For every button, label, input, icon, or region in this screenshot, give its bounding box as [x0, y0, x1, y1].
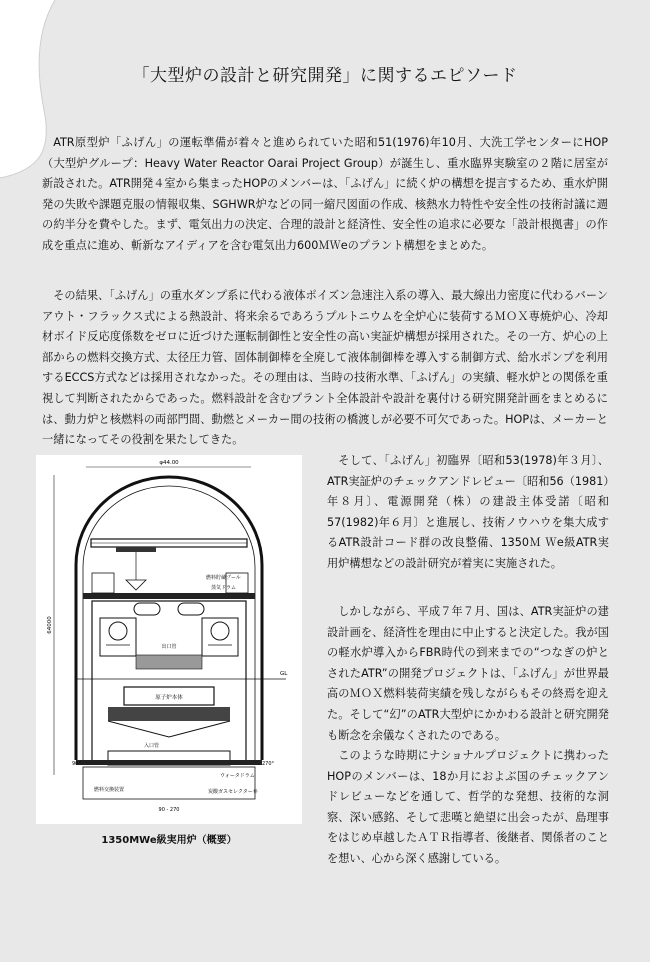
paragraph-1: ATR原型炉「ふげん」の運転準備が着々と進められていた昭和51(1976)年10月、大洗工学センターにHOP（大型炉グループ：Heavy Water Reactor Oarai Project Group）が誕生し、重水臨界実験室の２階に居室が新設された。ATR開発４室から集まったHOPのメンバーは、「ふげん」に続く炉の構想を提言するため、重水炉開発の失敗や課題克服の情報収集、SGHWR炉などの同一縮尺図面の作成、核熱水力特性や安全性の技術討議に週の約半分を費やした。まず、電気出力の決定、合理的設計と経済性、安全性の追求に必要な「設計根拠書」の作成を重点に進め、斬新なアイディアを含む電気出力600ＭＷeのプラント構想をまとめた。 — [42, 136, 608, 252]
angle-right-label: 270° — [262, 761, 275, 767]
selector-valve-label: 炭酸ガスセレクター弁 — [208, 789, 258, 795]
water-drum-label: ウォータドラム — [220, 773, 255, 779]
steam-drum-label: 蒸気ドラム — [211, 585, 236, 591]
figure-caption: 1350MWe級実用炉（概要） — [101, 835, 237, 846]
paragraph-4: しかしながら、平成７年７月、国は、ATR実証炉の建設計画を、経済性を理由に中止すると決定した。我が国の軽水炉導入からFBR時代の到来までの“つなぎの炉とされたATR”の開発プロジェクトは、「ふげん」が世界最高のＭＯＸ燃料装荷実績を残しながらもその終焉を迎えた。そして“幻”のATR大型炉にかかわる設計と研究開発も断念を余儀なくされたのである。 — [327, 605, 609, 742]
reactor-figure — [36, 455, 302, 824]
pool-label: 燃料貯蔵プール — [206, 575, 241, 581]
paragraph-3: そして、「ふげん」初臨界〔昭和53(1978)年３月〕、ATR実証炉のチェックアンドレビュー〔昭和56（1981）年８月〕、電源開発（株）の建設主体受諾〔昭和57(1982)年６月〕と進展し、技術ノウハウを集大成するATR設計コード群の改良整備、1350Ｍ Ｗe級ATR実用炉構想などの設計研究が着実に実施された。 — [327, 454, 609, 570]
page-title: 「大型炉の設計と研究開発」に関するエピソード — [132, 66, 518, 86]
height-dimension-label: 64000 — [47, 616, 53, 634]
inlet-pipe-label: 入口管 — [144, 743, 160, 749]
paragraph-5: このような時期にナショナルプロジェクトに携わったHOPのメンバーは、18か月におよぶ国のチェックアンドレビューなどを通して、哲学的な発想、技術的な洞察、深い感銘、そして悲嘆と絶望に出会ったが、島理事をはじめ卓越したＡＴＲ指導者、後継者、関係者のことを想い、心から深く感謝している。 — [327, 749, 609, 865]
angle-left-label: 90° — [72, 761, 81, 767]
reactor-diagram — [36, 455, 302, 824]
outlet-pipe-label: 出口管 — [161, 644, 177, 650]
gl-label: GL — [280, 671, 288, 677]
paragraph-2: その結果、「ふげん」の重水ダンプ系に代わる液体ポイズン急速注入系の導入、最大線出力密度に代わるバーンアウト・フラックス式による熱設計、将来余るであろうプルトニウムを全炉心に装荷するＭＯＸ専焼炉心、冷却材ボイド反応度係数をゼロに近づけた運転制御性と安全性の高い実証炉構想が採用された。その一方、炉心の上部からの燃料交換方式、太径圧力管、固体制御棒を全廃して液体制御棒を導入する制御方式、給水ポンプを利用するECCS方式などは採用されなかった。その理由は、当時の技術水準、「ふげん」の実績、軽水炉との関係を重視して判断されたからであった。燃料設計を含むプラント全体設計や設計を裏付ける研究開発計画をまとめるには、動力炉と核燃料の両部門間、動燃とメーカー間の技術の橋渡しが必要不可欠であった。HOPは、メーカーと一緒になってその役割を果たしてきた。 — [42, 289, 608, 447]
core-label: 原子炉本体 — [155, 695, 183, 701]
top-dimension-label: φ44.00 — [159, 460, 179, 466]
angle-bottom-label: 90 - 270 — [158, 807, 180, 813]
fuel-machine-label: 燃料交換装置 — [94, 787, 125, 793]
